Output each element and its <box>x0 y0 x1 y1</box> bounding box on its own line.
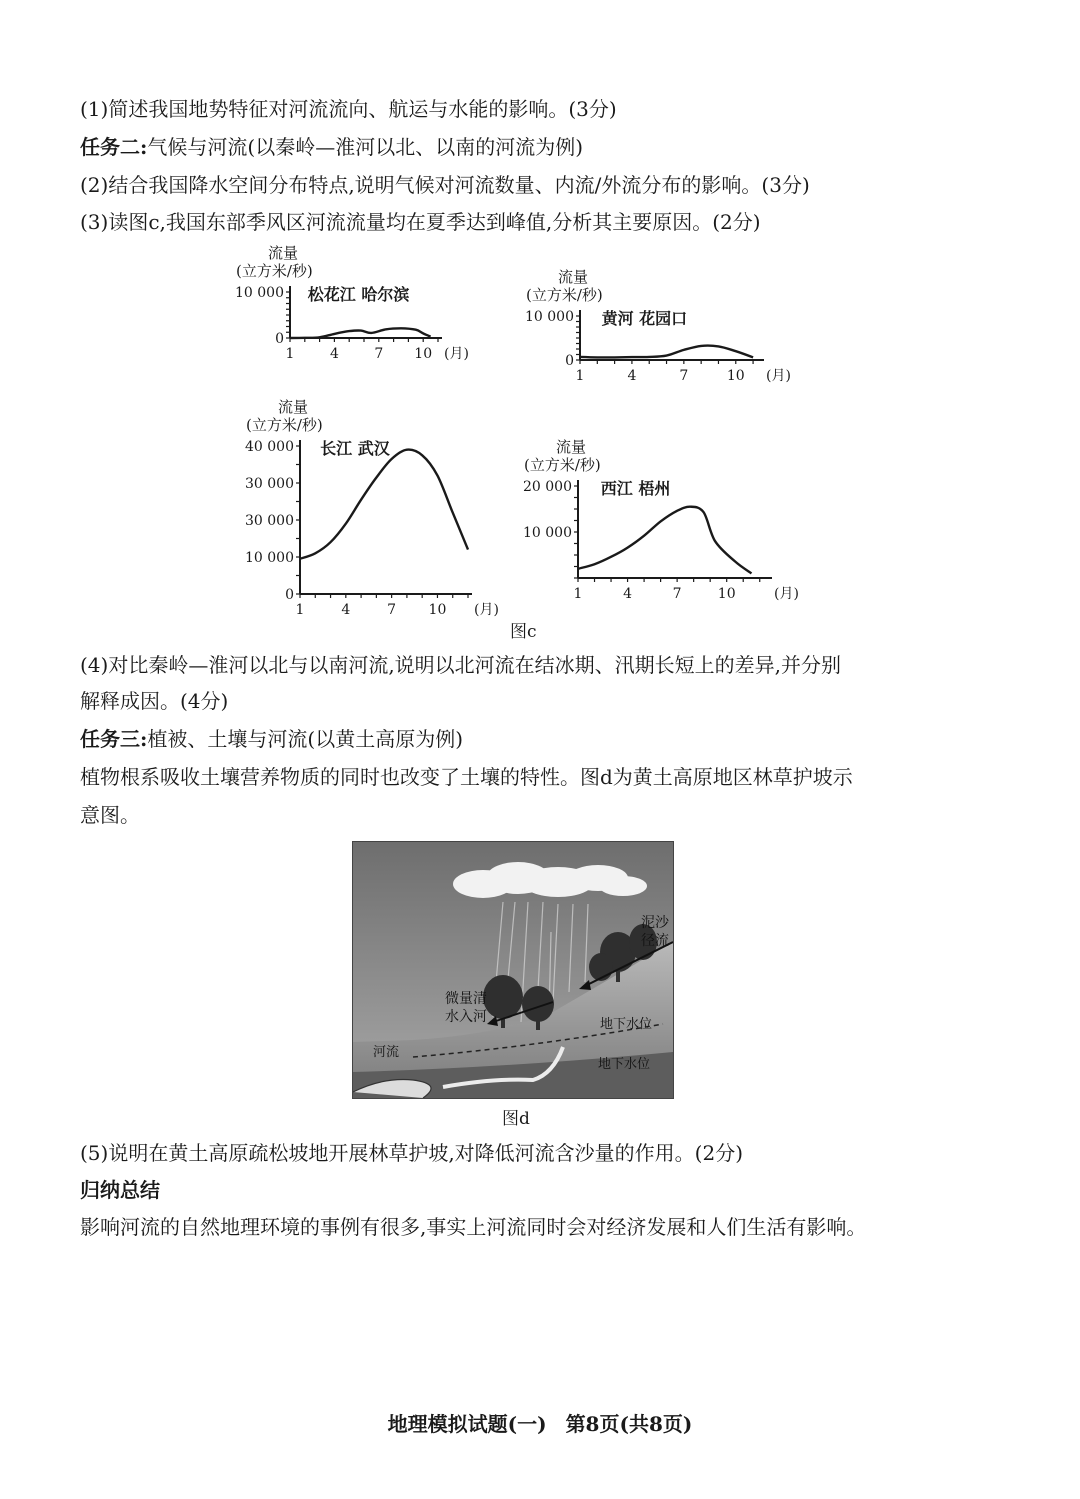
question-1: (1)简述我国地势特征对河流流向、航运与水能的影响。(3分) <box>80 97 617 121</box>
x-tick-label: 1 <box>575 368 585 384</box>
summary-title: 归纳总结 <box>80 1178 160 1202</box>
footer-exam-title: 地理模拟试题(一) <box>387 1412 547 1436</box>
chart-title: 黄河 花园口 <box>601 309 688 328</box>
chart-ylabel-line1: 流量 <box>558 268 589 286</box>
question-5: (5)说明在黄土高原疏松坡地开展林草护坡,对降低河流含沙量的作用。(2分) <box>80 1141 744 1165</box>
page-footer <box>0 1408 1080 1437</box>
label-groundwater-lower: 地下水位 <box>598 1057 651 1072</box>
y-tick-label: 40 000 <box>245 439 294 455</box>
y-tick-label: 10 000 <box>525 309 574 325</box>
x-tick-label: 1 <box>285 346 295 362</box>
chart-ylabel-line2: (立方米/秒) <box>246 416 323 434</box>
y-tick-label: 30 000 <box>245 476 294 492</box>
question-3: (3)读图c,我国东部季风区河流流量均在夏季达到峰值,分析其主要原因。(2分) <box>80 210 761 234</box>
discharge-curve <box>300 450 468 559</box>
chart-title: 松花江 哈尔滨 <box>307 285 410 304</box>
chart-title: 长江 武汉 <box>320 439 390 458</box>
x-tick-label: 10 <box>414 346 433 362</box>
task-3-heading <box>80 724 463 754</box>
chart-huanghe-huayuankou <box>520 267 790 392</box>
chart-title: 西江 梧州 <box>600 479 671 498</box>
summary-text: 影响河流的自然地理环境的事例有很多,事实上河流同时会对经济发展和人们生活有影响。 <box>80 1215 867 1239</box>
x-axis-unit-label: (月) <box>444 346 469 362</box>
footer-page-info: 第8页(共8页) <box>565 1412 693 1436</box>
y-tick-label: 10 000 <box>245 550 294 566</box>
chart-ylabel-line2: (立方米/秒) <box>526 286 603 304</box>
y-tick-label: 30 000 <box>245 513 294 529</box>
task-2-heading <box>80 132 583 162</box>
task-2-text: 气候与河流(以秦岭—淮河以北、以南的河流为例) <box>147 135 583 159</box>
question-4-line-1: (4)对比秦岭—淮河以北与以南河流,说明以北河流在结冰期、汛期长短上的差异,并分别 <box>80 653 842 677</box>
x-axis-unit-label: (月) <box>474 602 499 618</box>
x-tick-label: 7 <box>374 346 384 362</box>
x-axis-unit-label: (月) <box>774 586 799 602</box>
y-tick-label: 20 000 <box>523 479 572 495</box>
x-tick-label: 10 <box>717 586 736 602</box>
label-river: 河流 <box>373 1045 400 1060</box>
x-tick-label: 4 <box>329 346 339 362</box>
task-2-label: 任务二: <box>80 135 148 159</box>
discharge-curve <box>290 328 431 338</box>
chart-changjiang-wuhan <box>240 398 500 620</box>
y-tick-label: 0 <box>565 353 574 369</box>
figure-d-illustration <box>352 841 674 1099</box>
chart-ylabel-line1: 流量 <box>556 438 587 456</box>
x-axis-unit-label: (月) <box>766 368 791 384</box>
chart-ylabel-line1: 流量 <box>278 398 309 416</box>
discharge-curve <box>580 346 753 358</box>
question-2: (2)结合我国降水空间分布特点,说明气候对河流数量、内流/外流分布的影响。(3分) <box>80 173 810 197</box>
y-tick-label: 0 <box>275 331 284 347</box>
discharge-curve <box>578 507 752 574</box>
x-tick-label: 10 <box>428 602 447 618</box>
intro-line-1: 植物根系吸收土壤营养物质的同时也改变了土壤的特性。图d为黄土高原地区林草护坡示 <box>80 765 853 789</box>
x-tick-label: 4 <box>341 602 351 618</box>
figure-c-caption: 图c <box>510 622 537 642</box>
x-tick-label: 7 <box>672 586 682 602</box>
chart-songhua-harbin <box>235 244 500 366</box>
chart-ylabel-line2: (立方米/秒) <box>236 262 313 280</box>
chart-ylabel-line1: 流量 <box>268 244 299 262</box>
x-tick-label: 4 <box>623 586 633 602</box>
x-tick-label: 1 <box>573 586 583 602</box>
label-groundwater-upper: 地下水位 <box>600 1017 653 1032</box>
label-trickle-into-river: 微量清 水入河 <box>445 991 487 1025</box>
task-3-text: 植被、土壤与河流(以黄土高原为例) <box>147 727 463 751</box>
y-tick-label: 0 <box>285 587 294 603</box>
chart-ylabel-line2: (立方米/秒) <box>524 456 601 474</box>
intro-line-2: 意图。 <box>80 803 140 827</box>
y-tick-label: 10 000 <box>235 285 284 301</box>
question-4-line-2: 解释成因。(4分) <box>80 689 229 713</box>
y-tick-label: 10 000 <box>523 525 572 541</box>
label-sediment-runoff: 泥沙 径流 <box>641 915 669 949</box>
x-tick-label: 7 <box>679 368 689 384</box>
task-3-label: 任务三: <box>80 727 148 751</box>
x-tick-label: 1 <box>295 602 305 618</box>
figure-d-caption: 图d <box>502 1109 530 1129</box>
x-tick-label: 10 <box>726 368 745 384</box>
chart-xijiang-wuzhou <box>510 438 800 613</box>
x-tick-label: 7 <box>387 602 397 618</box>
x-tick-label: 4 <box>627 368 637 384</box>
